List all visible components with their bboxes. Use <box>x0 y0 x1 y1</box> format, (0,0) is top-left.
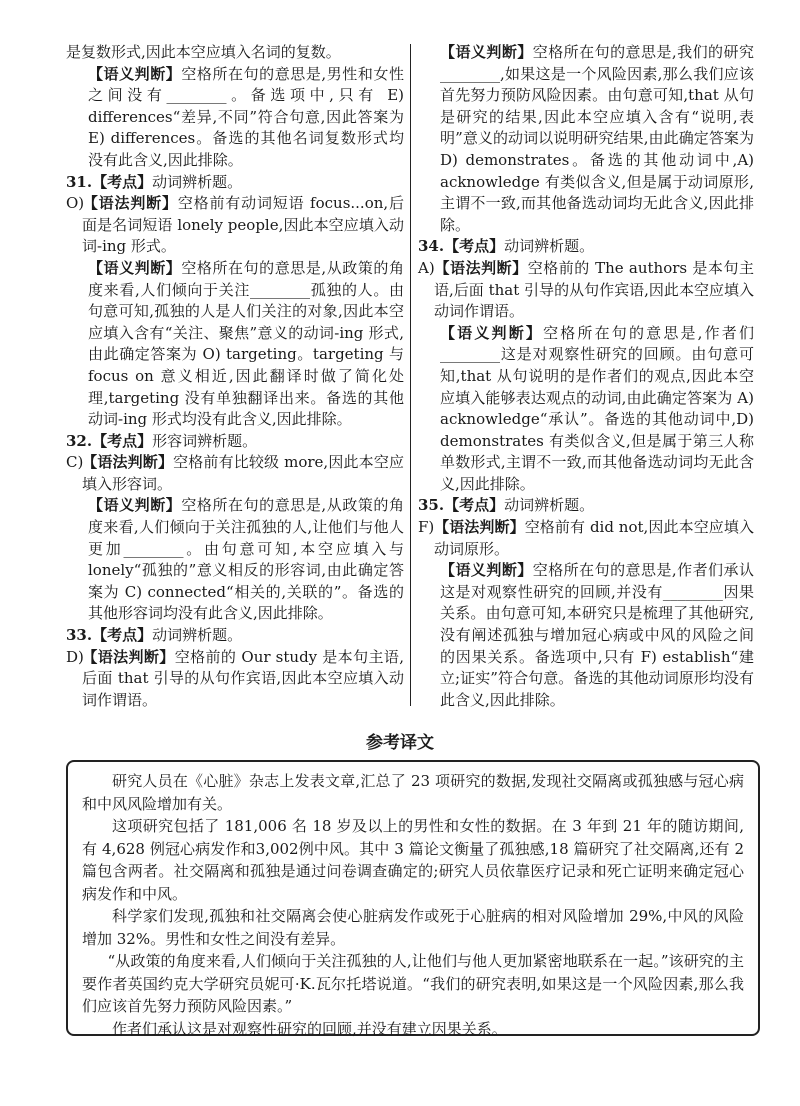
right-para-1: 34.【考点】动词辨析题。 <box>418 237 595 256</box>
left-para-8: 33.【考点】动词辨析题。 <box>66 626 243 645</box>
left-column <box>66 42 404 711</box>
right-para-0: 【语义判断】空格所在句的意思是,我们的研究________,如果这是一个风险因素,那么我们应该首先努力预防风险因素。由句意可知,that 从句是研究的结果,因此本空应填入含有“说明,表明”意义的动词以说明研究结果,由此确定答案为 D) demonstrates。备选的其他动词中,A) acknowledge 有类似含义,但是属于动词原形,主谓不一致,而其他备选动词均无此含义,因此排除。 <box>440 43 754 234</box>
section-title: 参考译文 <box>366 733 434 753</box>
left-para-7: 【语义判断】空格所在句的意思是,从政策的角度来看,人们倾向于关注孤独的人,让他们与他人更加________。由句意可知,本空应填入与 lonely“孤独的”意义相反的形容词,由此确定答案为 C) connected“相关的,关联的”。备选的其他形容词均没有此含义,因此排除。 <box>88 496 404 623</box>
right-para-3: 【语义判断】空格所在句的意思是,作者们________这是对观察性研究的回顾。由句意可知,that 从句说明的是作者们的观点,因此本空应填入能够表达观点的动词,由此确定答案为 A) acknowledge“承认”。备选的其他动词中,D) demonstrates 有类似含义,但是属于第三人称单数形式,主谓不一致,而其他备选动词均无此含义,因此排除。 <box>440 323 754 493</box>
right-para-6: 【语义判断】空格所在句的意思是,作者们承认这是对观察性研究的回顾,并没有________因果关系。由句意可知,本研究只是梳理了其他研究,没有阐述孤独与增加冠心病或中风的风险之间的因果关系。备选项中,只有 F) establish“建立;证实”符合句意。备选的其他动词原形均没有此含义,因此排除。 <box>440 561 754 709</box>
left-para-3: O)【语法判断】空格前有动词短语 focus...on,后面是名词短语 lonely people,因此本空应填入动词-ing 形式。 <box>66 194 404 256</box>
translation-para-1: 这项研究包括了 181,006 名 18 岁及以上的男性和女性的数据。在 3 年到 21 年的随访期间,有 4,628 例冠心病发作和3,002例中风。其中 3 篇论文衡量了孤独感,18 篇研究了社交隔离,还有 2 篇包含两者。社交隔离和孤独是通过问卷调查确定的;研究人员依靠医疗记录和死亡证明来确定冠心病发作和中风。 <box>82 817 744 903</box>
right-column <box>418 42 754 711</box>
column-divider <box>410 44 411 706</box>
translation-box <box>66 760 760 1036</box>
translation-para-0: 研究人员在《心脏》杂志上发表文章,汇总了 23 项研究的数据,发现社交隔离或孤独感与冠心病和中风风险增加有关。 <box>82 772 744 813</box>
left-para-5: 32.【考点】形容词辨析题。 <box>66 431 258 450</box>
translation-para-3: “从政策的角度来看,人们倾向于关注孤独的人,让他们与他人更加紧密地联系在一起。”该研究的主要作者英国约克大学研究员妮可·K.瓦尔托塔说道。“我们的研究表明,如果这是一个风险因素,那么我们应该首先努力预防风险因素。” <box>82 952 744 1015</box>
left-para-6: C)【语法判断】空格前有比较级 more,因此本空应填入形容词。 <box>66 453 404 493</box>
left-para-1: 【语义判断】空格所在句的意思是,男性和女性之间没有________。备选项中,只有 E) differences“差异,不同”符合句意,因此答案为 E) differences。备选的其他名词复数形式均没有此含义,因此排除。 <box>88 64 404 169</box>
left-para-2: 31.【考点】动词辨析题。 <box>66 172 243 191</box>
left-para-4: 【语义判断】空格所在句的意思是,从政策的角度来看,人们倾向于关注________孤独的人。由句意可知,孤独的人是人们关注的对象,因此本空应填入含有“关注、聚焦”意义的动词-ing 形式,由此确定答案为 O) targeting。targeting 与 focus on 意义相近,因此翻译时做了简化处理,targeting 没有单独翻译出来。备选的其他动词-ing 形式均没有此含义,因此排除。 <box>88 258 404 429</box>
left-para-9: D)【语法判断】空格前的 Our study 是本句主语,后面 that 引导的从句作宾语,因此本空应填入动词作谓语。 <box>66 647 404 709</box>
left-para-0: 是复数形式,因此本空应填入名词的复数。 <box>66 43 341 61</box>
right-para-4: 35.【考点】动词辨析题。 <box>418 496 595 515</box>
right-para-2: A)【语法判断】空格前的 The authors 是本句主语,后面 that 引导的从句作宾语,因此本空应填入动词作谓语。 <box>418 258 754 321</box>
translation-para-2: 科学家们发现,孤独和社交隔离会使心脏病发作或死于心脏病的相对风险增加 29%,中风的风险增加 32%。男性和女性之间没有差异。 <box>82 907 744 948</box>
translation-para-4: 作者们承认这是对观察性研究的回顾,并没有建立因果关系。 <box>112 1019 507 1038</box>
right-para-5: F)【语法判断】空格前有 did not,因此本空应填入动词原形。 <box>418 518 754 558</box>
